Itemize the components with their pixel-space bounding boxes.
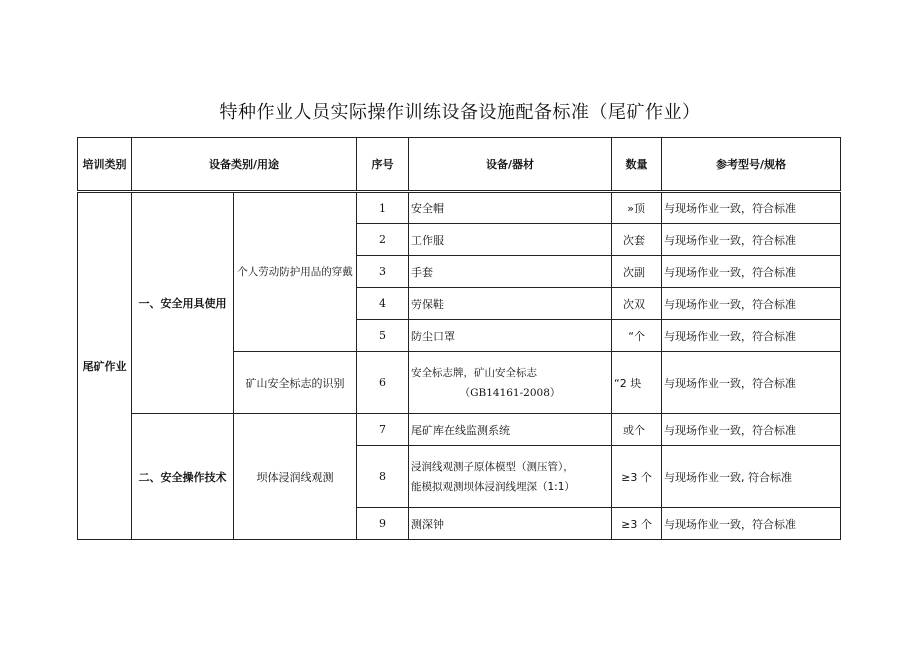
table-header-row bbox=[78, 138, 841, 192]
table-row bbox=[78, 192, 841, 224]
qty-cell: 次套 bbox=[612, 224, 662, 256]
header-model: 参考型号/规格 bbox=[662, 138, 841, 192]
equipment-line-1: 浸润线观测子原体模型（测压管）， bbox=[411, 460, 574, 473]
model-cell: 与现场作业一致，符合标准 bbox=[662, 192, 841, 224]
equipment-cell: 尾矿库在线监测系统 bbox=[409, 414, 612, 446]
qty-cell: 或个 bbox=[612, 414, 662, 446]
seq-cell: 1 bbox=[357, 192, 409, 224]
qty-cell: “2 块 bbox=[612, 352, 662, 414]
equipment-line-1: 安全标志牌，矿山安全标志 bbox=[411, 366, 537, 379]
table-row bbox=[78, 414, 841, 446]
model-cell: 与现场作业一致，符合标准 bbox=[662, 320, 841, 352]
group-cell-1: 一、安全用具使用 bbox=[132, 192, 234, 414]
qty-cell: 次副 bbox=[612, 256, 662, 288]
seq-cell: 9 bbox=[357, 508, 409, 540]
model-cell: 与现场作业一致，符合标准 bbox=[662, 414, 841, 446]
seq-cell: 4 bbox=[357, 288, 409, 320]
equipment-line-2: 能模拟观测坝体浸润线埋深（1:1） bbox=[411, 480, 575, 493]
equipment-cell: 手套 bbox=[409, 256, 612, 288]
equipment-cell bbox=[409, 446, 612, 508]
equipment-line-2: （GB14161-2008） bbox=[459, 386, 561, 399]
seq-cell: 8 bbox=[357, 446, 409, 508]
header-equipment: 设备/器材 bbox=[409, 138, 612, 192]
equipment-cell bbox=[409, 352, 612, 414]
model-cell: 与现场作业一致, 符合标准 bbox=[662, 446, 841, 508]
qty-cell: “个 bbox=[612, 320, 662, 352]
model-cell: 与现场作业一致，符合标准 bbox=[662, 256, 841, 288]
model-cell: 与现场作业一致，符合标准 bbox=[662, 224, 841, 256]
equipment-cell: 工作服 bbox=[409, 224, 612, 256]
equipment-standard-table bbox=[77, 137, 841, 540]
seq-cell: 3 bbox=[357, 256, 409, 288]
qty-cell: 次双 bbox=[612, 288, 662, 320]
category-cell: 尾矿作业 bbox=[78, 192, 132, 540]
subgroup-cell-2: 矿山安全标志的识别 bbox=[234, 352, 357, 414]
seq-cell: 2 bbox=[357, 224, 409, 256]
qty-cell: ≥3 个 bbox=[612, 508, 662, 540]
page-title: 特种作业人员实际操作训练设备设施配备标准（尾矿作业） bbox=[219, 102, 701, 123]
header-qty: 数量 bbox=[612, 138, 662, 192]
seq-cell: 5 bbox=[357, 320, 409, 352]
subgroup-cell-3: 坝体浸润线观测 bbox=[234, 414, 357, 540]
equipment-cell: 防尘口罩 bbox=[409, 320, 612, 352]
seq-cell: 6 bbox=[357, 352, 409, 414]
header-usage: 设备类别/用途 bbox=[132, 138, 357, 192]
equipment-cell: 测深钟 bbox=[409, 508, 612, 540]
qty-cell: ≥3 个 bbox=[612, 446, 662, 508]
group-cell-2: 二、安全操作技术 bbox=[132, 414, 234, 540]
subgroup-cell-1: 个人劳动防护用品的穿戴 bbox=[234, 192, 357, 352]
model-cell: 与现场作业一致，符合标准 bbox=[662, 352, 841, 414]
header-seq: 序号 bbox=[357, 138, 409, 192]
model-cell: 与现场作业一致，符合标准 bbox=[662, 288, 841, 320]
qty-cell: »顶 bbox=[612, 192, 662, 224]
equipment-cell: 安全帽 bbox=[409, 192, 612, 224]
seq-cell: 7 bbox=[357, 414, 409, 446]
model-cell: 与现场作业一致，符合标准 bbox=[662, 508, 841, 540]
header-category: 培训类别 bbox=[78, 138, 132, 192]
equipment-cell: 劳保鞋 bbox=[409, 288, 612, 320]
